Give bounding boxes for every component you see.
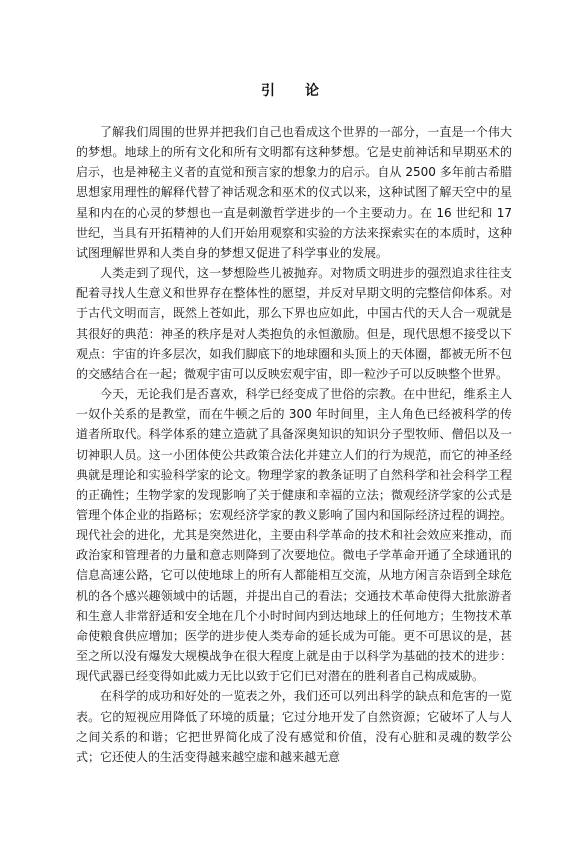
paragraph-1: 了解我们周围的世界并把我们自己也看成这个世界的一部分，一直是一个伟大的梦想。地球上的所有文化和所有文明都有这种梦想。它是史前神话和早期巫术的启示，也是神秘主义者的直觉和预言家的想象力的启示。自从 2500 多年前古希腊思想家用理性的解释代替了神话观念和巫术的仪式以来，这种试图了解天空中的星星和内在的心灵的梦想也一直是刺激哲学进步的一个主要动力。在 16 世纪和 17 世纪，当具有开拓精神的人们开始用观察和实验的方法来探索实在的本质时，这种试图理解世界和人类自身的梦想又促进了科学事业的发展。 bbox=[76, 125, 512, 260]
paragraph-3: 今天，无论我们是否喜欢，科学已经变成了世俗的宗教。在中世纪，维系主人一奴仆关系的是教堂，而在牛顿之后的 300 年时间里，主人角色已经被科学的传道者所取代。科学体系的建立造就了具备深奥知识的知识分子型牧师、僧侣以及一切神职人员。这一小团体使公共政策合法化并建立人们的行为规范，而它的神圣经典就是理论和实验科学家的论文。物理学家的教条证明了自然科学和社会科学工程的正确性；生物学家的发现影响了关于健康和幸福的立法；微观经济学家的公式是管理个体企业的指路标；宏观经济学家的教义影响了国内和国际经济过程的调控。现代社会的进化，尤其是突然进化，主要由科学革命的技术和社会效应来推动，而政治家和管理者的力量和意志则降到了次要地位。微电子学革命开通了全球通讯的信息高速公路，它可以使地球上的所有人都能相互交流，从地方闲言杂语到全球危机的各个感兴趣领域中的话题，并提出自己的看法；交通技术革命使得大批旅游者和生意人非常舒适和安全地在几个小时时间内到达地球上的任何地方；生物技术革命使粮食供应增加；医学的进步使人类寿命的延长成为可能。更不可思议的是，甚至之所以没有爆发大规模战争在很大程度上就是由于以科学为基础的技术的进步：现代武器已经变得如此威力无比以致于它们已对潜在的胜利者自己构成威胁。 bbox=[76, 387, 512, 684]
paragraph-2: 人类走到了现代，这一梦想险些儿被抛弃。对物质文明进步的强烈追求往往支配着寻找人生意义和世界存在整体性的愿望，并反对早期文明的完整信仰体系。对于古代文明而言，既然上苍如此，那么下界也应如此，中国古代的天人合一观就是其很好的典范：神圣的秩序是对人类抱负的永恒激励。但是，现代思想不接受以下观点：宇宙的许多层次，如我们脚底下的地球圈和头顶上的天体圈，都被无所不包的交感结合在一起；微观宇宙可以反映宏观宇宙，即一粒沙子可以反映整个世界。 bbox=[76, 266, 512, 381]
chapter-title: 引 论 bbox=[261, 83, 327, 99]
paragraph-4: 在科学的成功和好处的一览表之外，我们还可以列出科学的缺点和危害的一览表。它的短视应用降低了环境的质量；它过分地开发了自然资源；它破坏了人与人之间关系的和谐；它把世界简化成了没有感觉和价值，没有心脏和灵魂的数学公式；它还使人的生活变得越来越空虚和越来越无意 bbox=[76, 689, 512, 764]
body-text bbox=[76, 122, 512, 767]
